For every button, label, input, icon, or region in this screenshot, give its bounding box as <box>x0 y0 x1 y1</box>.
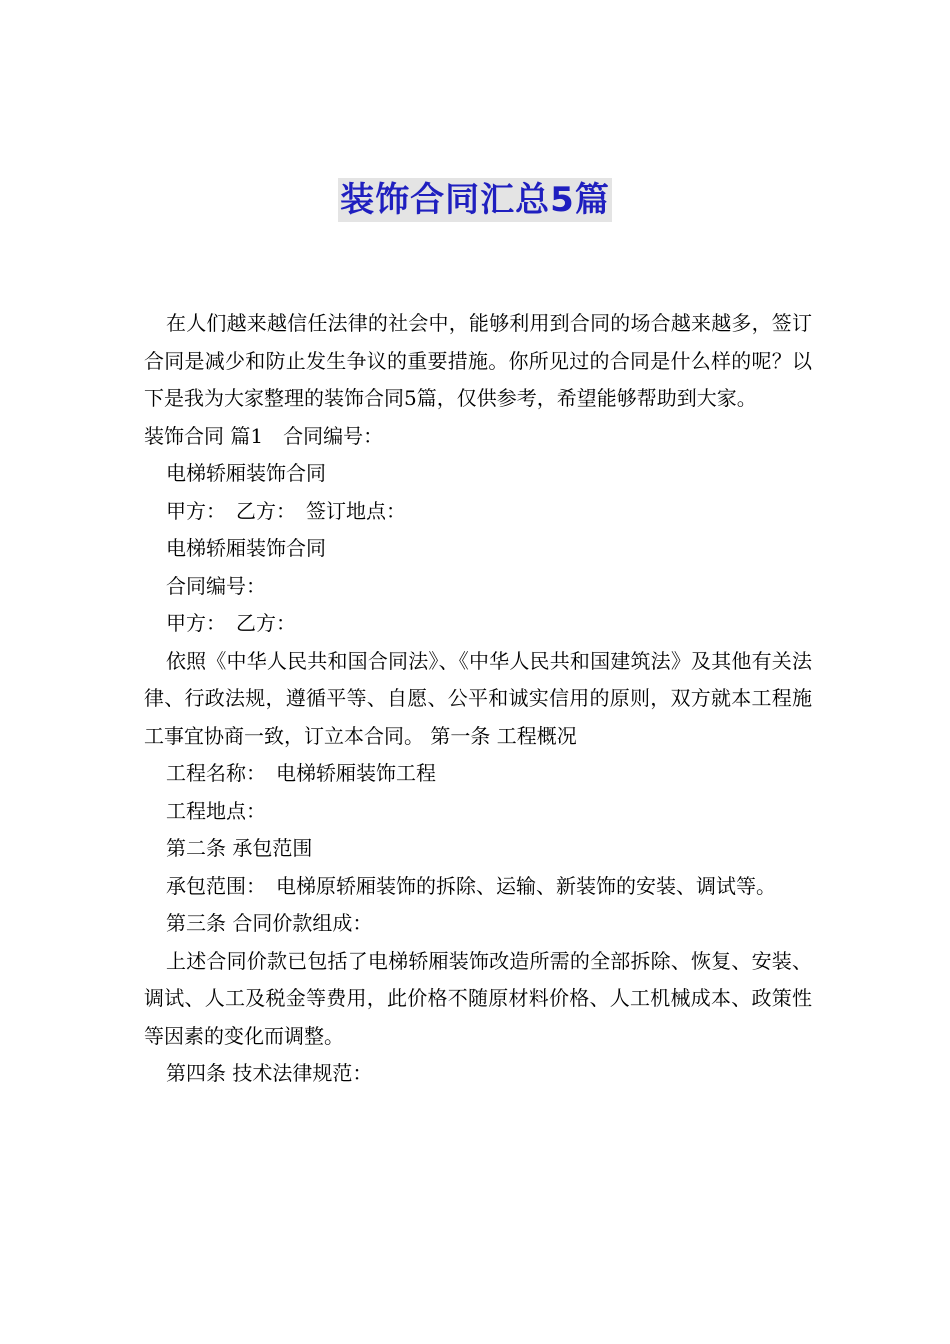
title-container <box>0 178 950 222</box>
contract-number-line: 合同编号： <box>166 573 266 598</box>
document-body <box>144 305 812 1093</box>
article-2-heading: 第二条 承包范围 <box>166 836 313 860</box>
intro-paragraph: 在人们越来越信任法律的社会中，能够利用到合同的场合越来越多，签订合同是减少和防止发生争议的重要措施。你所见过的合同是什么样的呢？以下是我为大家整理的装饰合同5篇，仅供参考，希望能够帮助到大家。 <box>144 311 812 410</box>
parties-line: 甲方： 乙方： 签订地点： <box>166 498 406 523</box>
scope-paragraph: 承包范围： 电梯原轿厢装饰的拆除、运输、新装饰的安装、调试等。 <box>166 873 776 898</box>
contract-name-line: 电梯轿厢装饰合同 <box>166 461 326 485</box>
section-heading-1: 装饰合同 篇1 合同编号： <box>144 423 384 448</box>
article-3-heading: 第三条 合同价款组成： <box>166 911 373 935</box>
article-4-heading: 第四条 技术法律规范： <box>166 1061 373 1085</box>
document-title: 装饰合同汇总5篇 <box>340 180 610 220</box>
price-paragraph: 上述合同价款已包括了电梯轿厢装饰改造所需的全部拆除、恢复、安装、调试、人工及税金等费用，此价格不随原材料价格、人工机械成本、政策性等因素的变化而调整。 <box>144 948 812 1048</box>
legal-basis-paragraph: 依照《中华人民共和国合同法》、《中华人民共和国建筑法》及其他有关法律、行政法规，遵循平等、自愿、公平和诚实信用的原则，双方就本工程施工事宜协商一致，订立本合同。 第一条 工程概况 <box>144 648 812 748</box>
contract-name-line-2: 电梯轿厢装饰合同 <box>166 536 326 560</box>
parties-line-2: 甲方： 乙方： <box>166 611 296 635</box>
project-name-line: 工程名称： 电梯轿厢装饰工程 <box>166 761 436 785</box>
project-location-line: 工程地点： <box>166 798 266 823</box>
